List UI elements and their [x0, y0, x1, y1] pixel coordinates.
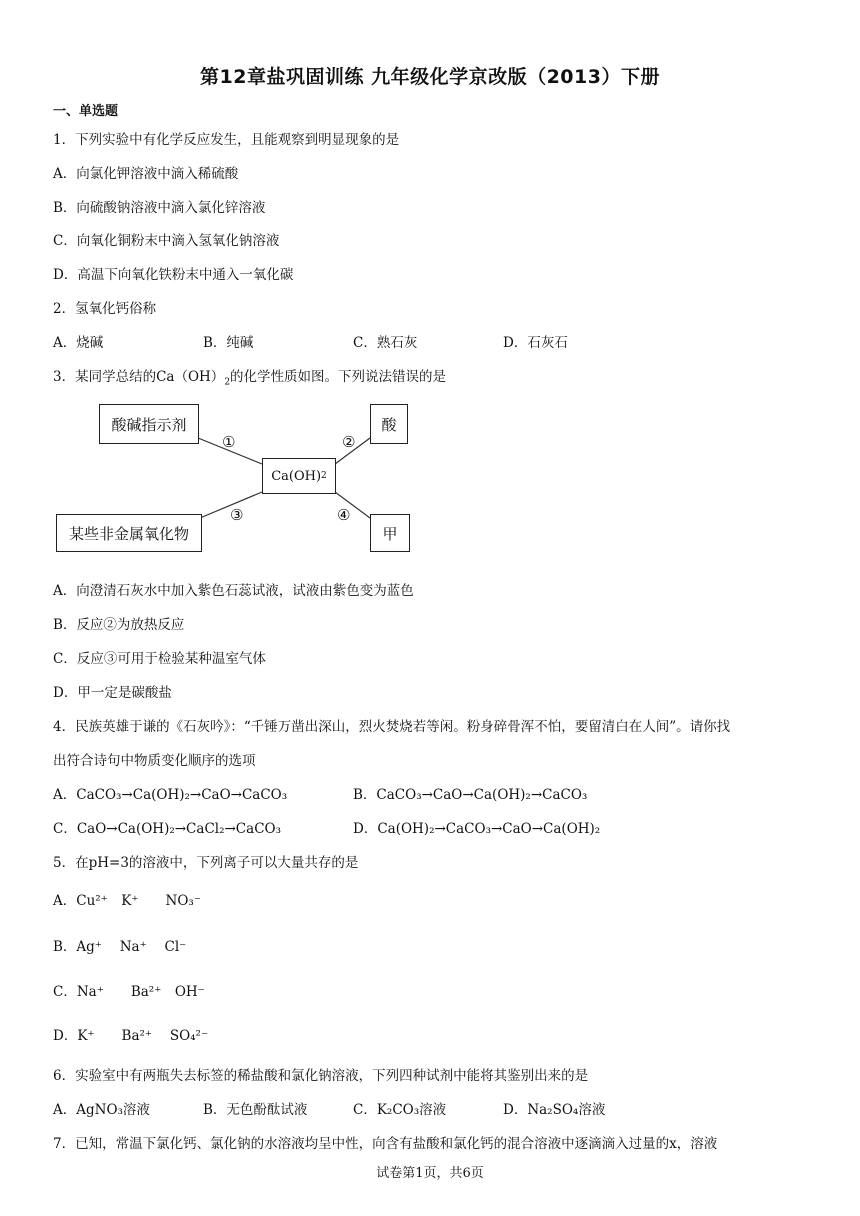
diagram-label-4: ④ [337, 506, 351, 524]
question-3-option-d: D．甲一定是碳酸盐 [53, 685, 172, 701]
diagram-box-jia: 甲 [370, 514, 410, 552]
question-3-option-c: C．反应③可用于检验某种温室气体 [53, 651, 266, 667]
question-2-option-a: A．烧碱 [53, 335, 104, 351]
section-heading: 一、单选题 [53, 104, 119, 119]
diagram-label-2: ② [342, 433, 356, 451]
question-3-option-b: B．反应②为放热反应 [53, 617, 185, 633]
question-1-option-b: B．向硫酸钠溶液中滴入氯化锌溶液 [53, 200, 266, 216]
page-title: 第12章盐巩固训练 九年级化学京改版（2013）下册 [200, 66, 660, 88]
question-3-option-a: A．向澄清石灰水中加入紫色石蕊试液，试液由紫色变为蓝色 [53, 583, 414, 599]
question-4-option-c: C．CaO→Ca(OH)₂→CaCl₂→CaCO₃ [53, 821, 281, 837]
question-6-option-c: C．K₂CO₃溶液 [353, 1102, 447, 1118]
question-1-stem: 1．下列实验中有化学反应发生，且能观察到明显现象的是 [53, 132, 400, 148]
question-5-option-d: D．K⁺ Ba²⁺ SO₄²⁻ [53, 1028, 209, 1044]
diagram-box-indicator: 酸碱指示剂 [99, 404, 199, 444]
question-4-option-b: B．CaCO₃→CaO→Ca(OH)₂→CaCO₃ [353, 787, 588, 803]
diagram-box-calcium-hydroxide: Ca(OH) 2 [262, 458, 336, 494]
question-5-stem: 5．在pH=3的溶液中，下列离子可以大量共存的是 [53, 855, 359, 871]
question-1-option-d: D．高温下向氧化铁粉末中通入一氧化碳 [53, 267, 294, 283]
question-4-option-a: A．CaCO₃→Ca(OH)₂→CaO→CaCO₃ [53, 787, 288, 803]
question-6-option-b: B．无色酚酞试液 [203, 1102, 308, 1118]
question-4-stem-line-1: 4．民族英雄于谦的《石灰吟》：“千锤万凿出深山，烈火焚烧若等闲。粉身碎骨浑不怕，要留清白在人间”。请你找 [53, 719, 731, 735]
question-2-option-c: C．熟石灰 [353, 335, 418, 351]
question-5-option-b: B．Ag⁺ Na⁺ Cl⁻ [53, 939, 187, 955]
question-5-option-a: A．Cu²⁺ K⁺ NO₃⁻ [53, 893, 201, 909]
page-footer: 试卷第1页，共6页 [376, 1166, 484, 1181]
question-6-stem: 6．实验室中有两瓶失去标签的稀盐酸和氯化钠溶液，下列四种试剂中能将其鉴别出来的是 [53, 1068, 589, 1084]
question-2-stem: 2．氢氧化钙俗称 [53, 301, 157, 317]
question-5-option-c: C．Na⁺ Ba²⁺ OH⁻ [53, 984, 205, 1000]
diagram-label-3: ③ [230, 506, 244, 524]
question-1-option-a: A．向氯化钾溶液中滴入稀硫酸 [53, 166, 239, 182]
question-6-option-a: A．AgNO₃溶液 [53, 1102, 150, 1118]
question-3-stem: 3．某同学总结的$Ca(OH)_2$的化学性质如图。下列说法错误的是 [53, 369, 447, 388]
calcium-hydroxide-properties-diagram [50, 398, 430, 558]
question-4-option-d: D．Ca(OH)₂→CaCO₃→CaO→Ca(OH)₂ [353, 821, 601, 837]
diagram-box-nonmetal-oxide: 某些非金属氧化物 [56, 514, 202, 552]
question-6-option-d: D．Na₂SO₄溶液 [503, 1102, 606, 1118]
diagram-label-1: ① [222, 433, 236, 451]
question-1-option-c: C．向氧化铜粉末中滴入氢氧化钠溶液 [53, 233, 280, 249]
diagram-box-acid: 酸 [370, 404, 408, 444]
question-2-option-d: D．石灰石 [503, 335, 568, 351]
question-2-option-b: B．纯碱 [203, 335, 254, 351]
question-4-stem-line-2: 出符合诗句中物质变化顺序的选项 [53, 753, 256, 769]
question-7-stem: 7．已知，常温下氯化钙、氯化钠的水溶液均呈中性，向含有盐酸和氯化钙的混合溶液中逐滴滴入过量的x，溶液 [53, 1136, 718, 1152]
